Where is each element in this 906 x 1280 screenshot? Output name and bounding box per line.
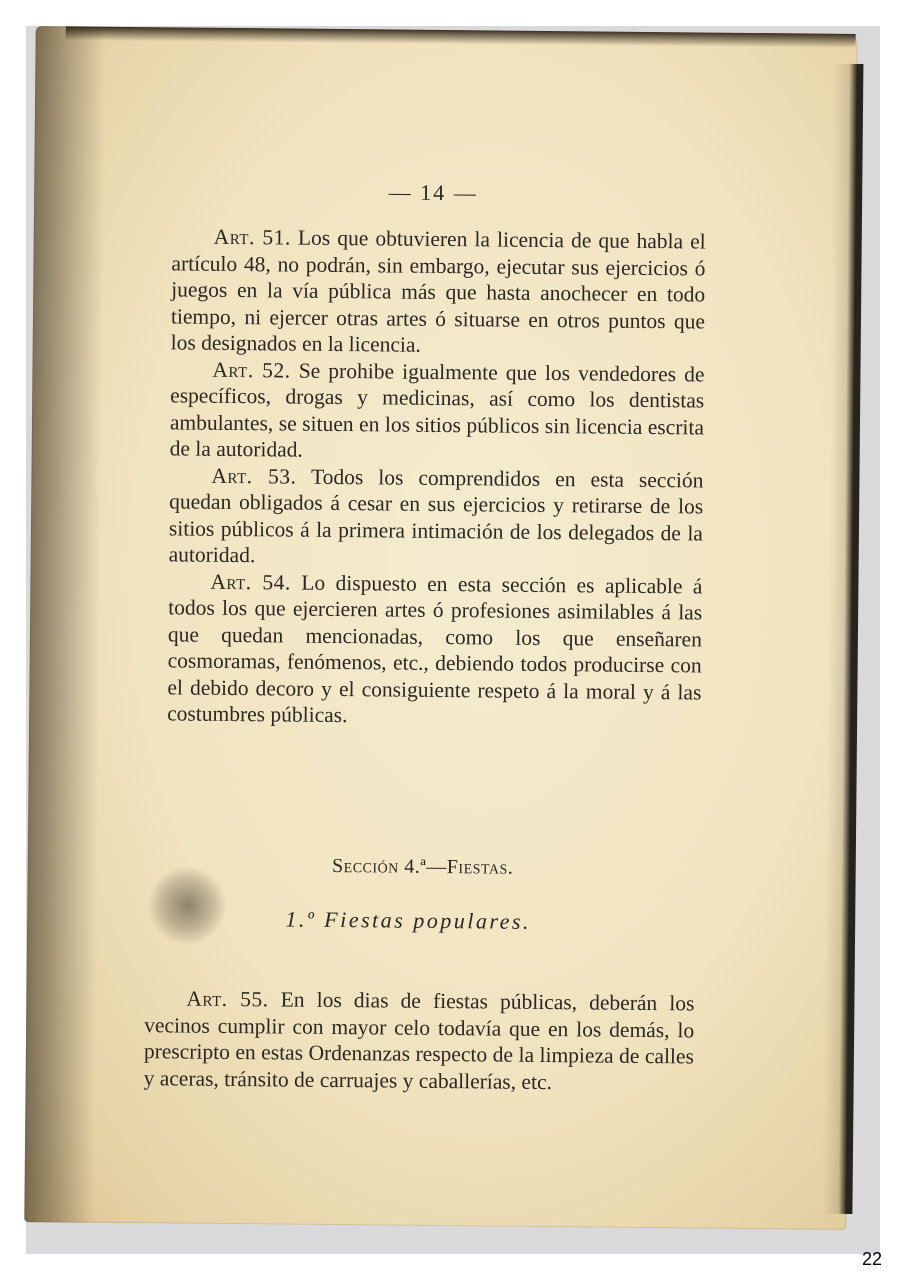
section-heading: Sección 4.ª—Fiestas. bbox=[331, 854, 514, 879]
article-53 bbox=[169, 462, 704, 573]
final-article-block bbox=[144, 985, 695, 1096]
binding-shadow bbox=[24, 26, 105, 1223]
article-text: Lo dispuesto en esta sección es aplicable á todos los que ejercieren artes ó profesiones asimilables á las que quedan mencionadas, como los que enseñaren cosmoramas, fenómenos, etc., debiendo todos producirse con el debido decoro y el consiguiente respeto á la moral y á las costumbres públicas. bbox=[167, 570, 703, 728]
article-55 bbox=[144, 985, 695, 1096]
article-text: Los que obtuvieren la licencia de que habla el artículo 48, no podrán, sin embargo, ejecutar sus ejercicios ó juegos en la vía pública más que hasta anochecer en todo tiempo, ni ejercer otras artes ó situarse en otros puntos que los designados en la licencia. bbox=[170, 225, 706, 357]
book-page bbox=[24, 26, 857, 1230]
article-54 bbox=[167, 568, 703, 732]
article-label: Art. 55. bbox=[186, 986, 269, 1012]
article-label: Art. 52. bbox=[212, 357, 291, 383]
article-label: Art. 51. bbox=[213, 224, 291, 250]
articles-block bbox=[167, 223, 706, 732]
article-label: Art. 53. bbox=[211, 463, 297, 489]
article-label: Art. 54. bbox=[210, 569, 292, 595]
section-subheading: 1.º Fiestas populares. bbox=[285, 906, 532, 934]
page-number: — 14 — bbox=[388, 179, 478, 206]
article-text: Todos los comprendidos en esta sección quedan obligados á cesar en sus ejercicios y retirarse de los sitios públicos á la primera intimación de los delegados de la autoridad. bbox=[168, 464, 704, 568]
article-text: Se prohibe igualmente que los vendedores de específicos, drogas y medicinas, así como los dentistas ambulantes, se situen en los sitios públicos sin licencia escrita de la autoridad. bbox=[169, 358, 705, 462]
article-51 bbox=[171, 223, 706, 361]
article-text: En los dias de fiestas públicas, deberán los vecinos cumplir con mayor celo todavía que en los demás, lo prescripto en estas Ordenanzas respecto de la limpieza de calles y aceras, tránsito de carruajes y caballerías, etc. bbox=[143, 987, 695, 1094]
article-52 bbox=[170, 356, 705, 467]
scan-page-number: 22 bbox=[861, 1249, 882, 1269]
